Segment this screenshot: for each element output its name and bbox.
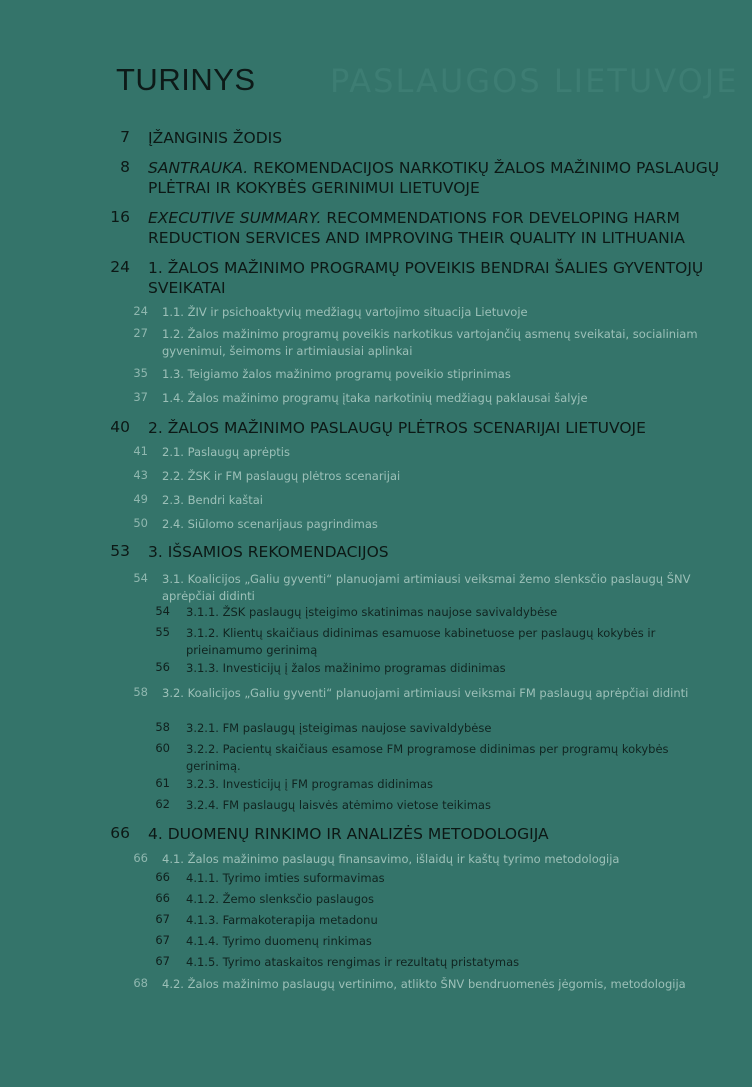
- entry-title: 3.1.1. ŽSK paslaugų įsteigimo skatinimas naujose savivaldybėse: [186, 605, 558, 619]
- page-number: 55: [155, 625, 170, 639]
- page-number: 50: [133, 516, 148, 530]
- page-number: 27: [133, 326, 148, 340]
- entry-title: 4.1.1. Tyrimo imties suformavimas: [186, 871, 385, 885]
- page-number: 54: [133, 571, 148, 585]
- page-number: 40: [110, 418, 130, 436]
- entry-title: 1.4. Žalos mažinimo programų įtaka narkotinių medžiagų paklausai šalyje: [162, 391, 588, 405]
- background-watermark: PASLAUGOS LIETUVOJE: [330, 62, 739, 100]
- entry-title: 4.1.3. Farmakoterapija metadonu: [186, 913, 378, 927]
- page-number: 56: [155, 660, 170, 674]
- page-number: 68: [133, 976, 148, 990]
- entry-title: 1.3. Teigiamo žalos mažinimo programų poveikio stiprinimas: [162, 367, 511, 381]
- entry-title: 2.3. Bendri kaštai: [162, 493, 263, 507]
- entry-title: 1.1. ŽIV ir psichoaktyvių medžiagų vartojimo situacija Lietuvoje: [162, 305, 528, 319]
- page-number: 58: [155, 720, 170, 734]
- page-number: 66: [110, 824, 130, 842]
- entry-title: 4.1.5. Tyrimo ataskaitos rengimas ir rezultatų pristatymas: [186, 955, 520, 969]
- page-number: 24: [110, 258, 130, 276]
- entry-lead: EXECUTIVE SUMMARY.: [148, 209, 322, 227]
- entry-title: 3.1. Koalicijos „Galiu gyventi“ planuojami artimiausi veiksmai žemo slenksčio paslaugų ŠNV aprėpčiai didinti: [162, 572, 691, 603]
- entry-title: 4.2. Žalos mažinimo paslaugų vertinimo, atlikto ŠNV bendruomenės jėgomis, metodologija: [162, 977, 686, 991]
- page-number: 24: [133, 304, 148, 318]
- entry-title: 1. ŽALOS MAŽINIMO PROGRAMŲ POVEIKIS BENDRAI ŠALIES GYVENTOJŲ SVEIKATAI: [148, 259, 704, 297]
- page-number: 54: [155, 604, 170, 618]
- page-number: 35: [133, 366, 148, 380]
- entry-title: 2.4. Siūlomo scenarijaus pagrindimas: [162, 517, 378, 531]
- page-number: 16: [110, 208, 130, 226]
- entry-title: 3.2.2. Pacientų skaičiaus esamose FM programose didinimas per programų kokybės gerinimą.: [186, 742, 669, 773]
- page-number: 66: [155, 891, 170, 905]
- entry-title: 2. ŽALOS MAŽINIMO PASLAUGŲ PLĖTROS SCENARIJAI LIETUVOJE: [148, 419, 646, 437]
- page-number: 62: [155, 797, 170, 811]
- page-title: TURINYS: [116, 62, 256, 97]
- entry-title: 3.1.3. Investicijų į žalos mažinimo programas didinimas: [186, 661, 506, 675]
- entry-title: 4.1. Žalos mažinimo paslaugų finansavimo, išlaidų ir kaštų tyrimo metodologija: [162, 852, 620, 866]
- page-number: 60: [155, 741, 170, 755]
- page-number: 67: [155, 912, 170, 926]
- page-number: 49: [133, 492, 148, 506]
- entry-title: 2.1. Paslaugų aprėptis: [162, 445, 290, 459]
- entry-title: 2.2. ŽSK ir FM paslaugų plėtros scenarijai: [162, 469, 401, 483]
- entry-title: 1.2. Žalos mažinimo programų poveikis narkotikus vartojančių asmenų sveikatai, socialiniam gyvenimui, šeimoms ir artimiausiai aplinkai: [162, 327, 698, 358]
- entry-lead: SANTRAUKA.: [148, 159, 249, 177]
- entry-title: 3. IŠSAMIOS REKOMENDACIJOS: [148, 543, 389, 561]
- page-number: 41: [133, 444, 148, 458]
- page-number: 61: [155, 776, 170, 790]
- entry-title: EXECUTIVE SUMMARY. RECOMMENDATIONS FOR DEVELOPING HARM REDUCTION SERVICES AND IMPROVING THEIR QUALITY IN LITHUANIA: [148, 209, 685, 247]
- entry-title: SANTRAUKA. REKOMENDACIJOS NARKOTIKŲ ŽALOS MAŽINIMO PASLAUGŲ PLĖTRAI IR KOKYBĖS GERINIMUI LIETUVOJE: [148, 159, 720, 197]
- page-number: 7: [120, 128, 130, 146]
- page-number: 66: [133, 851, 148, 865]
- page-number: 67: [155, 933, 170, 947]
- entry-title: 3.1.2. Klientų skaičiaus didinimas esamuose kabinetuose per paslaugų kokybės ir prieinamumo gerinimą: [186, 626, 656, 657]
- page-number: 67: [155, 954, 170, 968]
- entry-title: 3.2.4. FM paslaugų laisvės atėmimo vietose teikimas: [186, 798, 491, 812]
- page-number: 58: [133, 685, 148, 699]
- entry-title: 3.2. Koalicijos „Galiu gyventi“ planuojami artimiausi veiksmai FM paslaugų aprėpčiai didinti: [162, 686, 689, 700]
- entry-title: 3.2.3. Investicijų į FM programas didinimas: [186, 777, 434, 791]
- entry-title: 4.1.4. Tyrimo duomenų rinkimas: [186, 934, 372, 948]
- entry-title: ĮŽANGINIS ŽODIS: [148, 129, 283, 147]
- page-number: 53: [110, 542, 130, 560]
- page-number: 66: [155, 870, 170, 884]
- page-number: 37: [133, 390, 148, 404]
- entry-title: 3.2.1. FM paslaugų įsteigimas naujose savivaldybėse: [186, 721, 492, 735]
- page-number: 8: [120, 158, 130, 176]
- entry-title: 4.1.2. Žemo slenksčio paslaugos: [186, 892, 375, 906]
- page-number: 43: [133, 468, 148, 482]
- entry-title: 4. DUOMENŲ RINKIMO IR ANALIZĖS METODOLOGIJA: [148, 825, 549, 843]
